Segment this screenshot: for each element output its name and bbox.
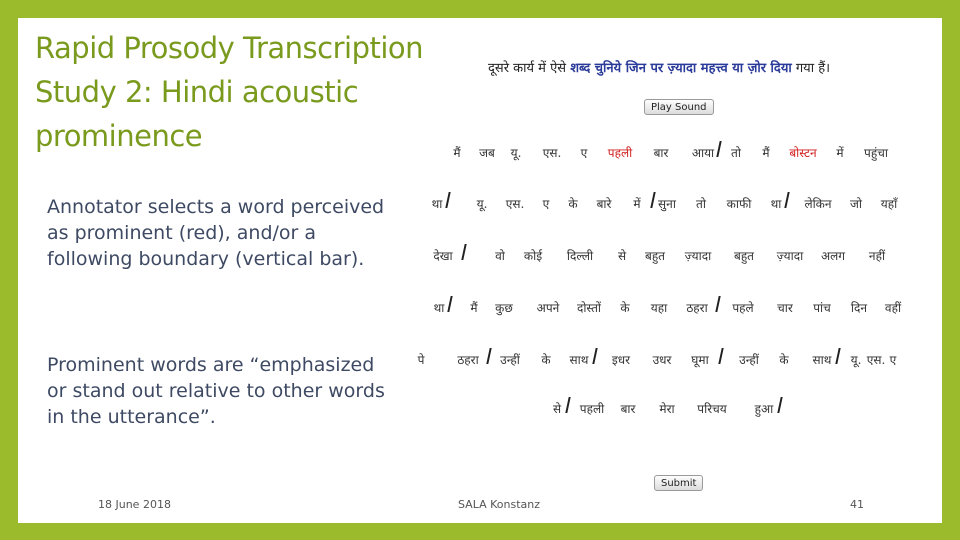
boundary-marker[interactable] bbox=[777, 397, 782, 413]
play-sound-button[interactable]: Play Sound bbox=[644, 99, 714, 115]
transcript-word[interactable]: एस. bbox=[542, 146, 562, 160]
transcript-row bbox=[18, 195, 942, 219]
slide-title: Rapid Prosody Transcription Study 2: Hindi acoustic prominence bbox=[35, 31, 424, 153]
transcript-word[interactable]: जो bbox=[849, 197, 863, 211]
transcript-row bbox=[18, 247, 942, 271]
boundary-marker[interactable] bbox=[718, 348, 723, 364]
transcript-word[interactable]: के bbox=[620, 301, 630, 315]
transcript-word[interactable]: एस. bbox=[866, 353, 886, 367]
boundary-marker[interactable] bbox=[784, 192, 789, 208]
transcript-word[interactable]: मैं bbox=[470, 301, 478, 315]
slide bbox=[18, 18, 942, 523]
boundary-marker[interactable] bbox=[461, 244, 466, 260]
transcript-word[interactable]: बहुत bbox=[644, 249, 666, 263]
transcript-word[interactable]: था bbox=[433, 301, 445, 315]
transcript-word[interactable]: के bbox=[568, 197, 578, 211]
transcript-word[interactable]: उधर bbox=[652, 353, 672, 367]
transcript-word[interactable]: ए bbox=[580, 146, 588, 160]
transcript-word[interactable]: में bbox=[836, 146, 844, 160]
transcript-word[interactable]: था bbox=[770, 197, 782, 211]
transcript-word[interactable]: परिचय bbox=[697, 402, 727, 416]
instruction-text-post: गया हैं। bbox=[791, 61, 831, 76]
transcript-word[interactable]: हुआ bbox=[754, 402, 774, 416]
transcript-word[interactable]: ए bbox=[542, 197, 550, 211]
transcript-word[interactable]: काफी bbox=[726, 197, 752, 211]
transcript-word[interactable]: यू. bbox=[510, 146, 522, 160]
transcript-word[interactable]: देखा bbox=[433, 249, 453, 263]
boundary-marker[interactable] bbox=[715, 296, 720, 312]
transcript-word[interactable]: से bbox=[617, 249, 627, 263]
transcript-word[interactable]: पांच bbox=[813, 301, 831, 315]
bullet-annotator: Annotator selects a word perceived as prominent (red), and/or a following boundary (vertical bar). bbox=[47, 196, 385, 270]
transcript-word[interactable]: अलग bbox=[820, 249, 846, 263]
transcript-word[interactable]: पहले bbox=[732, 301, 754, 315]
transcript-row bbox=[18, 144, 942, 168]
submit-button[interactable]: Submit bbox=[654, 475, 703, 491]
transcript-word[interactable]: बहुत bbox=[733, 249, 755, 263]
transcript-word[interactable]: यहाँ bbox=[880, 197, 898, 211]
transcript-word[interactable]: जब bbox=[479, 146, 495, 160]
transcript-word[interactable]: से bbox=[552, 402, 562, 416]
transcript-word[interactable]: पहली bbox=[607, 146, 633, 160]
transcript-word[interactable]: ठहरा bbox=[686, 301, 708, 315]
transcript-word[interactable]: दिल्ली bbox=[566, 249, 594, 263]
transcript-word[interactable]: बार bbox=[653, 146, 669, 160]
transcript-word[interactable]: चार bbox=[777, 301, 793, 315]
footer-date: 18 June 2018 bbox=[98, 498, 171, 511]
transcript-word[interactable]: में bbox=[633, 197, 641, 211]
boundary-marker[interactable] bbox=[565, 397, 570, 413]
transcript-word[interactable]: पे bbox=[417, 353, 425, 367]
transcript-word[interactable]: एस. bbox=[505, 197, 525, 211]
transcript-word[interactable]: वहीं bbox=[884, 301, 902, 315]
transcript-row bbox=[18, 299, 942, 323]
transcript-word[interactable]: तो bbox=[696, 197, 706, 211]
transcript-word[interactable]: पहुंचा bbox=[864, 146, 888, 160]
transcript-word[interactable]: साथ bbox=[812, 353, 832, 367]
transcript-word[interactable]: बोस्टन bbox=[789, 146, 817, 160]
transcript-word[interactable]: इधर bbox=[611, 353, 631, 367]
transcript-word[interactable]: मैं bbox=[453, 146, 461, 160]
transcript-word[interactable]: उन्हीं bbox=[500, 353, 520, 367]
transcript-word[interactable]: नहीं bbox=[868, 249, 886, 263]
boundary-marker[interactable] bbox=[650, 192, 655, 208]
boundary-marker[interactable] bbox=[445, 192, 450, 208]
footer-venue: SALA Konstanz bbox=[458, 498, 541, 511]
instruction-text-pre: दूसरे कार्य में ऐसे bbox=[488, 61, 571, 76]
task-instruction bbox=[488, 58, 928, 76]
transcript-word[interactable]: पहली bbox=[579, 402, 605, 416]
transcript-row bbox=[18, 351, 942, 375]
transcript-word[interactable]: घूमा bbox=[691, 353, 709, 367]
transcript-word[interactable]: ए bbox=[889, 353, 897, 367]
boundary-marker[interactable] bbox=[486, 348, 491, 364]
transcript-word[interactable]: तो bbox=[731, 146, 741, 160]
transcript-word[interactable]: अपने bbox=[536, 301, 560, 315]
transcript-word[interactable]: यहा bbox=[650, 301, 668, 315]
transcript-word[interactable]: कुछ bbox=[495, 301, 513, 315]
transcript-word[interactable]: मेरा bbox=[659, 402, 675, 416]
transcript-word[interactable]: साथ bbox=[569, 353, 589, 367]
transcript-word[interactable]: लेकिन bbox=[804, 197, 832, 211]
transcript-word[interactable]: मैं bbox=[762, 146, 770, 160]
transcript-word[interactable]: बार bbox=[620, 402, 636, 416]
transcript-word[interactable]: के bbox=[541, 353, 551, 367]
transcript-word[interactable]: था bbox=[431, 197, 443, 211]
transcript-word[interactable]: ठहरा bbox=[457, 353, 479, 367]
boundary-marker[interactable] bbox=[592, 348, 597, 364]
boundary-marker[interactable] bbox=[835, 348, 840, 364]
transcript-word[interactable]: यू. bbox=[850, 353, 862, 367]
transcript-word[interactable]: आया bbox=[691, 146, 715, 160]
boundary-marker[interactable] bbox=[716, 141, 721, 157]
transcript-word[interactable]: ज़्यादा bbox=[776, 249, 804, 263]
bullet-prominent-definition: Prominent words are “emphasized or stand out relative to other words in the utterance”. bbox=[47, 354, 385, 428]
transcript-row bbox=[18, 400, 942, 424]
boundary-marker[interactable] bbox=[447, 296, 452, 312]
transcript-word[interactable]: वो bbox=[495, 249, 505, 263]
transcript-word[interactable]: के bbox=[779, 353, 789, 367]
instruction-text-highlight: शब्द चुनिये जिन पर ज़्यादा महत्त्व या ज़ोर दिया bbox=[570, 61, 792, 76]
transcript-word[interactable]: यू. bbox=[476, 197, 488, 211]
transcript-word[interactable]: ज़्यादा bbox=[684, 249, 712, 263]
transcript-word[interactable]: दिन bbox=[850, 301, 868, 315]
page-number: 41 bbox=[850, 498, 864, 511]
transcript-word[interactable]: सुना bbox=[658, 197, 676, 211]
transcript-word[interactable]: उन्हीं bbox=[739, 353, 759, 367]
transcript-word[interactable]: कोई bbox=[523, 249, 543, 263]
transcript-word[interactable]: दोस्तों bbox=[576, 301, 602, 315]
transcript-word[interactable]: बारे bbox=[596, 197, 612, 211]
